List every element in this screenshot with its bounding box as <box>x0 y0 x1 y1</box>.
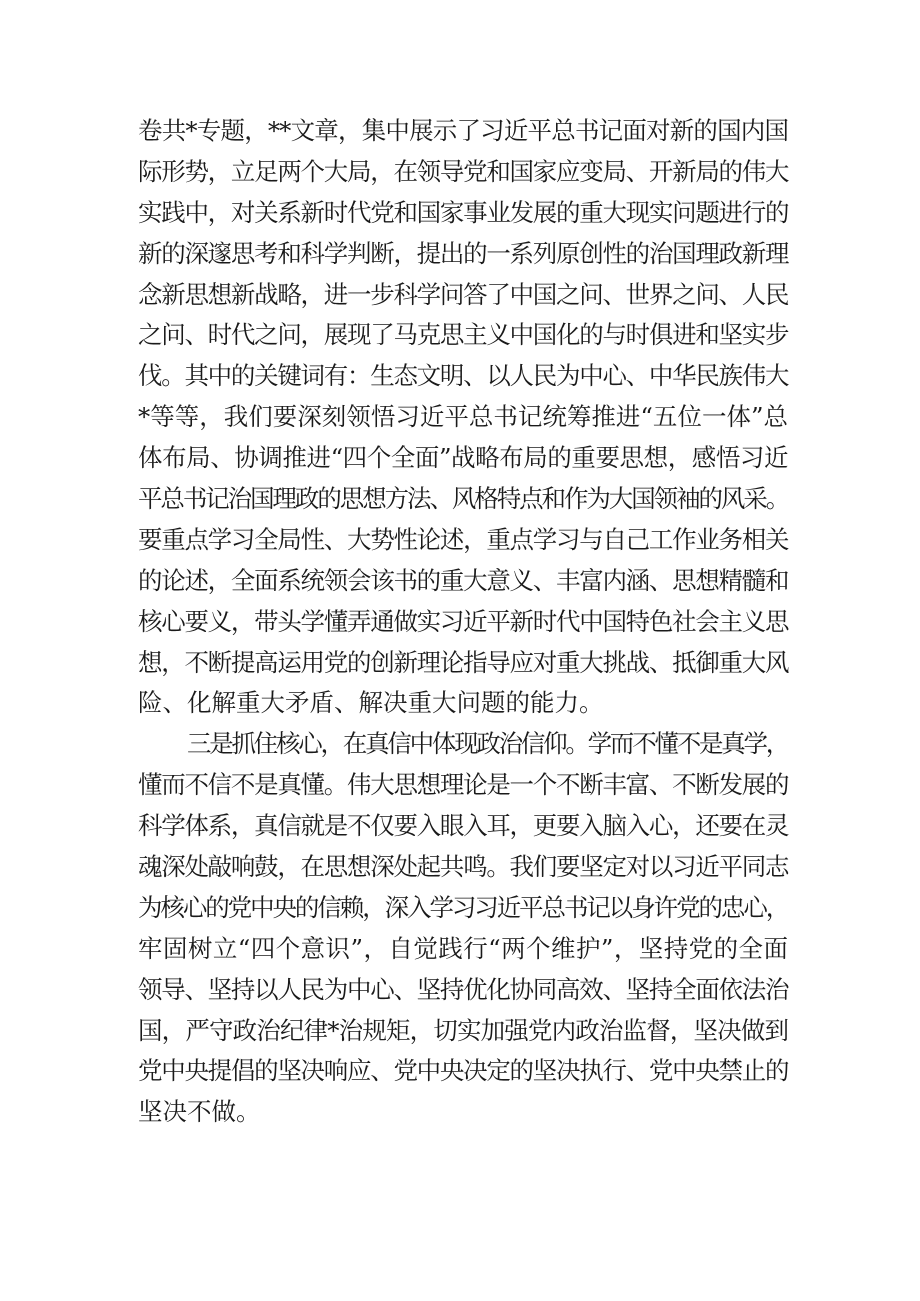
text-line: 的论述，全面系统领会该书的重大意义、丰富内涵、思想精髓和 <box>138 565 788 595</box>
text-line: 魂深处敲响鼓，在思想深处起共鸣。我们要坚定对以习近平同志 <box>138 852 788 882</box>
document-body <box>138 111 788 1133</box>
text-line: 平总书记治国理政的思想方法、风格特点和作为大国领袖的风采。 <box>138 484 788 514</box>
text-line: 际形势，立足两个大局，在领导党和国家应变局、开新局的伟大 <box>138 156 788 186</box>
text-line: 要重点学习全局性、大势性论述，重点学习与自己工作业务相关 <box>138 524 788 554</box>
paragraph-first-line: 三是抓住核心，在真信中体现政治信仰。学而不懂不是真学， <box>187 729 788 759</box>
text-line: 念新思想新战略，进一步科学问答了中国之问、世界之问、人民 <box>138 279 788 309</box>
text-line: 国，严守政治纪律*治规矩，切实加强党内政治监督，坚决做到 <box>138 1015 788 1045</box>
text-line: 科学体系，真信就是不仅要入眼入耳，更要入脑入心，还要在灵 <box>138 811 788 841</box>
text-line: 之问、时代之问，展现了马克思主义中国化的与时俱进和坚实步 <box>138 320 788 350</box>
text-line: 为核心的党中央的信赖，深入学习习近平总书记以身许党的忠心， <box>138 892 788 922</box>
text-line: *等等，我们要深刻领悟习近平总书记统筹推进“五位一体”总 <box>138 402 788 432</box>
text-line: 体布局、协调推进“四个全面”战略布局的重要思想，感悟习近 <box>138 443 788 473</box>
text-line: 新的深邃思考和科学判断，提出的一系列原创性的治国理政新理 <box>138 238 788 268</box>
text-line: 伐。其中的关键词有：生态文明、以人民为中心、中华民族伟大 <box>138 361 788 391</box>
text-line: 领导、坚持以人民为中心、坚持优化协同高效、坚持全面依法治 <box>138 974 788 1004</box>
text-line: 卷共*专题，**文章，集中展示了习近平总书记面对新的国内国 <box>138 116 788 145</box>
text-line: 想，不断提高运用党的创新理论指导应对重大挑战、抵御重大风 <box>138 647 788 677</box>
paragraph-end-line: 坚决不做。 <box>138 1097 261 1127</box>
paragraph-end-line: 险、化解重大矛盾、解决重大问题的能力。 <box>138 688 604 718</box>
text-line: 牢固树立“四个意识”，自觉践行“两个维护”，坚持党的全面 <box>138 933 788 963</box>
text-line: 懂而不信不是真懂。伟大思想理论是一个不断丰富、不断发展的 <box>138 770 788 800</box>
text-line: 核心要义，带头学懂弄通做实习近平新时代中国特色社会主义思 <box>138 606 788 636</box>
text-line: 实践中，对关系新时代党和国家事业发展的重大现实问题进行的 <box>138 197 788 227</box>
text-line: 党中央提倡的坚决响应、党中央决定的坚决执行、党中央禁止的 <box>138 1056 788 1086</box>
